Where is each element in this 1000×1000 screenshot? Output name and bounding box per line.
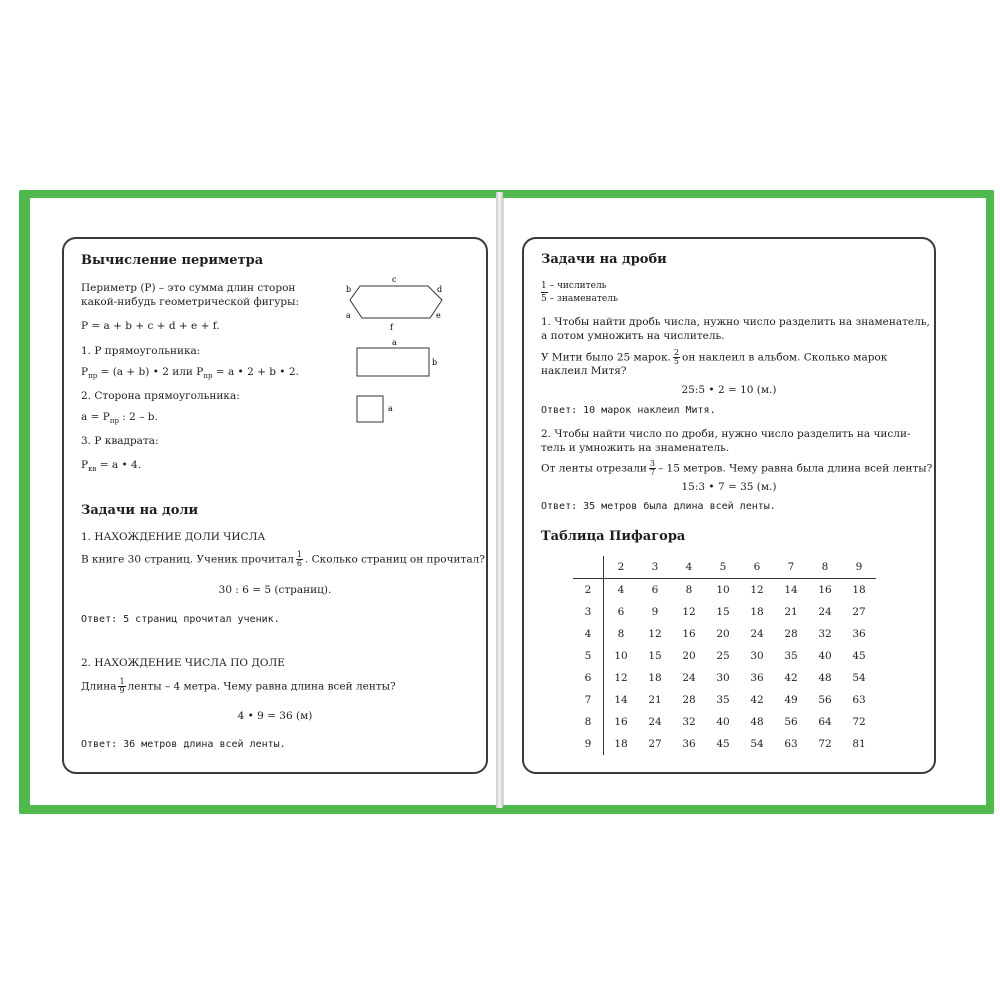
table-cell: 56 [818,694,832,706]
col-header: 3 [638,556,672,579]
table-cell: 28 [682,694,696,706]
perimeter-def-line1: Периметр (P) – это сумма длин сторон [81,282,296,294]
table-cell: 24 [648,716,662,728]
table-cell: 27 [852,606,866,618]
table-cell: 18 [852,584,866,596]
table-cell: 36 [682,738,696,750]
table-cell: 24 [750,628,764,640]
table-row [573,667,876,689]
col-header: 6 [740,556,774,579]
table-cell: 25 [716,650,730,662]
table-cell: 15 [648,650,662,662]
table-body [573,579,876,756]
table-cell: 30 [716,672,730,684]
fractions-answer1: Ответ: 10 марок наклеил Митя. [541,405,716,416]
fractions-answer2: Ответ: 35 метров была длина всей ленты. [541,501,776,512]
square-shape [357,396,383,422]
pythagoras-title: Таблица Пифагора [541,529,686,544]
table-cell: 12 [614,672,628,684]
col-header: 2 [604,556,639,579]
table-cell: 63 [784,738,798,750]
table-cell: 48 [750,716,764,728]
table-cell: 40 [818,650,832,662]
perimeter-item1: 1. P прямоугольника: [81,345,201,357]
fractions-problem1-line2: наклеил Митя? [541,365,627,377]
row-header: 9 [573,733,604,755]
fraction-1-9: $\frac{1}{9}$ [119,677,125,695]
table-cell: 54 [750,738,764,750]
row-header: 2 [573,579,604,602]
table-cell: 15 [716,606,730,618]
fractions-rule2-line1: 2. Чтобы найти число по дроби, нужно число разделить на числи- [541,428,911,440]
table-cell: 6 [651,584,659,596]
table-cell: 45 [716,738,730,750]
shares-problem1: В книге 30 страниц. Ученик прочитал $\frac{1}{6}$ . Сколько страниц он прочитал? [81,550,485,568]
fractions-rule1-line1: 1. Чтобы найти дробь числа, нужно число разделить на знаменатель, [541,316,930,328]
row-header: 4 [573,623,604,645]
hexagon-shape [350,286,442,318]
table-cell: 12 [750,584,764,596]
table-cell: 14 [784,584,798,596]
hex-label-e: e [436,311,441,320]
perimeter-formula: P = a + b + c + d + e + f. [81,320,220,332]
shares-answer2: Ответ: 36 метров длина всей ленты. [81,739,286,750]
table-cell: 18 [750,606,764,618]
col-header: 9 [842,556,876,579]
table-cell: 27 [648,738,662,750]
table-cell: 16 [614,716,628,728]
shares-problem2: Длина $\frac{1}{9}$ ленты – 4 метра. Чему равна длина всей ленты? [81,677,396,695]
fraction-1-6: $\frac{1}{6}$ [296,550,302,568]
table-cell: 20 [716,628,730,640]
rect-label-b: b [432,358,438,367]
fractions-problem2: От ленты отрезали $\frac{3}{7}$ – 15 метров. Чему равна была длина всей ленты? [541,459,933,477]
row-header: 6 [573,667,604,689]
shares-title: Задачи на доли [81,503,199,518]
square-label-a: a [388,404,393,413]
table-cell: 63 [852,694,866,706]
book-spine [496,192,503,808]
perimeter-figures [340,270,460,440]
hex-label-c: c [392,275,397,284]
col-header: 4 [672,556,706,579]
table-cell: 8 [685,584,693,596]
table-cell: 21 [648,694,662,706]
table-cell: 16 [682,628,696,640]
table-cell: 10 [614,650,628,662]
table-cell: 40 [716,716,730,728]
table-cell: 81 [852,738,866,750]
hex-label-f: f [390,323,393,332]
col-header: 5 [706,556,740,579]
table-cell: 30 [750,650,764,662]
table-corner [573,556,604,579]
table-cell: 56 [784,716,798,728]
table-cell: 42 [784,672,798,684]
table-cell: 45 [852,650,866,662]
fractions-calc1: 25:5 • 2 = 10 (м.) [681,384,777,396]
table-cell: 24 [818,606,832,618]
rectangle-shape [357,348,429,376]
table-cell: 54 [852,672,866,684]
table-cell: 14 [614,694,628,706]
table-cell: 18 [648,672,662,684]
hex-label-d: d [437,285,443,294]
fractions-problem1: У Мити было 25 марок. $\frac{2}{5}$ он наклеил в альбом. Сколько марок [541,348,888,366]
table-cell: 28 [784,628,798,640]
table-cell: 18 [614,738,628,750]
table-row [573,601,876,623]
table-cell: 48 [818,672,832,684]
table-cell: 42 [750,694,764,706]
table-cell: 21 [784,606,798,618]
shares-answer1: Ответ: 5 страниц прочитал ученик. [81,614,280,625]
table-cell: 4 [617,584,625,596]
shares-calc1: 30 : 6 = 5 (страниц). [218,584,332,596]
perimeter-item2-formula: $a = P_{пр}$ : 2 – b. [81,411,158,426]
row-header: 8 [573,711,604,733]
row-header: 7 [573,689,604,711]
table-row [573,579,876,602]
fractions-rule1-line2: а потом умножить на числитель. [541,330,725,342]
table-cell: 6 [617,606,625,618]
perimeter-title: Вычисление периметра [81,253,264,268]
row-header: 3 [573,601,604,623]
fractions-calc2: 15:3 • 7 = 35 (м.) [681,481,777,493]
table-row [573,689,876,711]
table-cell: 32 [682,716,696,728]
table-header-row [573,556,876,579]
fraction-3-7: $\frac{3}{7}$ [649,459,655,477]
table-cell: 35 [784,650,798,662]
col-header: 7 [774,556,808,579]
table-cell: 36 [750,672,764,684]
rect-label-a: a [392,338,397,347]
table-row [573,645,876,667]
table-row [573,733,876,755]
table-cell: 20 [682,650,696,662]
table-cell: 72 [852,716,866,728]
hex-label-a: a [346,311,351,320]
table-cell: 35 [716,694,730,706]
row-header: 5 [573,645,604,667]
col-header: 8 [808,556,842,579]
perimeter-item2: 2. Сторона прямоугольника: [81,390,240,402]
table-row [573,711,876,733]
table-cell: 64 [818,716,832,728]
table-cell: 10 [716,584,730,596]
table-cell: 72 [818,738,832,750]
table-cell: 24 [682,672,696,684]
table-cell: 32 [818,628,832,640]
shares-sub2: 2. НАХОЖДЕНИЕ ЧИСЛА ПО ДОЛЕ [81,657,285,669]
perimeter-item3-formula: $P_{кв} = a$ • 4. [81,459,142,474]
fractions-legend-denominator: 5 – знаменатель [541,294,618,304]
fractions-legend-numerator: 1 – числитель [541,281,607,291]
hex-label-b: b [346,285,352,294]
fractions-title: Задачи на дроби [541,252,667,267]
pythagoras-table [573,556,876,755]
shares-sub1: 1. НАХОЖДЕНИЕ ДОЛИ ЧИСЛА [81,531,266,543]
table-cell: 9 [651,606,659,618]
perimeter-item1-formula: $P_{пр} = (a + b)$ • 2 или $P_{пр} = a$ • 2 + b • 2. [81,366,299,381]
perimeter-item3: 3. P квадрата: [81,435,159,447]
table-cell: 16 [818,584,832,596]
table-cell: 36 [852,628,866,640]
table-cell: 49 [784,694,798,706]
fractions-rule2-line2: тель и умножить на знаменатель. [541,442,730,454]
perimeter-def-line2: какой-нибудь геометрической фигуры: [81,296,299,308]
table-row [573,623,876,645]
table-cell: 8 [617,628,625,640]
table-cell: 12 [682,606,696,618]
shares-calc2: 4 • 9 = 36 (м) [237,710,313,722]
table-cell: 12 [648,628,662,640]
fraction-2-5: $\frac{2}{5}$ [673,348,679,366]
